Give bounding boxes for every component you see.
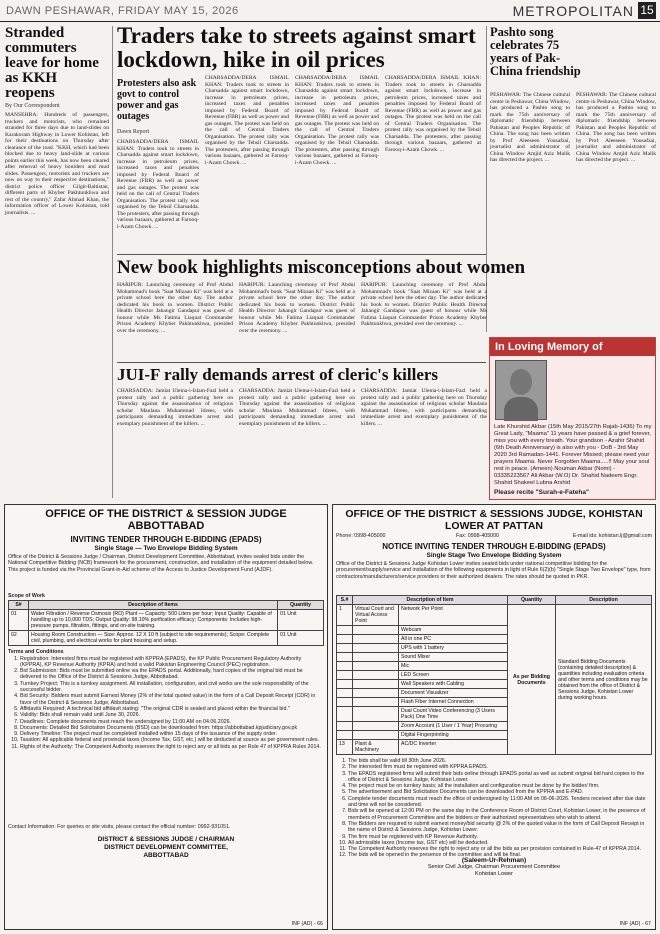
list-item: 8. The Bidders are required to submit earnest money/bid security @ 2% of the quoted value in the form of Call Deposit Receipt in the name of District & Sessions Judge, Kohistan Lower. — [348, 821, 652, 834]
misconceptions-article — [117, 282, 487, 358]
memoriam-footer: Please recite "Surah-e-Fateha" — [494, 489, 590, 496]
table-row: Flash Fiber Internet Connection — [337, 698, 652, 707]
traders-body-col2: CHARSADDA/DERA ISMAIL KHAN: Traders took to streets in Charsadda against smart lockdown, increase in petroleum prices, increased taxes and penalties imposed by Federal Board of Revenue (FBR) as well as power and gas outages. The protest was held on the call of Central Traders Organisation. The protest rally was organised by the Tehsil Charsadda. The protesters, after passing through various bazaars, gathered at Farooq-i-Azam Chowk. ... — [205, 75, 289, 166]
list-item: 1. Registration: Interested firms must be registered with KPPRA (EPADS), the KP Public Procurement Regulatory Authority (KPPRA), KP Revenue Authority (KPRA) and hold a valid Pakistan Engineering Council (PEC) registration. — [20, 656, 324, 669]
table-header: Description of Item — [353, 596, 508, 605]
table-header: S# — [9, 601, 29, 610]
list-item: 12. The bids will be opened in the presence of the committee and will be final. — [348, 852, 652, 858]
misconceptions-body: HARIPUR: Launching ceremony of Prof Abdul Mohammad's book "Saat Mizaan Ki" was held at a private school here the other day. The author dedicated his book to women. District Public Health Director Jahangir Gandapur was guest of honour while Ms Fatima Liaquat Commander Prison Academy Khyber Pakhtunkhwa, presided over the ceremony. ... — [117, 282, 233, 334]
tender-right-method: Single Stage Two Envelope Bidding System — [426, 552, 562, 559]
tender-right-terms — [336, 758, 652, 859]
tender-left-method: Single Stage — Two Envelope Bidding System — [94, 545, 238, 552]
traders-subhead: Protesters also ask govt to control power and gas outages — [117, 78, 197, 122]
list-item: 9. The firm must be registered with KP Revenue Authority. — [348, 834, 652, 840]
tender-left-signoff: DISTRICT & SESSIONS JUDGE / CHAIRMAN DISTRICT DEVELOPMENT COMMITTEE, ABBOTTABAD — [97, 835, 235, 859]
tender-kohistan — [332, 504, 656, 930]
stranded-byline: By Our Correspondent — [5, 103, 60, 109]
list-item: 5. Affidavits Required: A technical bid affidavit stating: "The original CDR is sealed and placed within the financial bid." — [20, 706, 324, 712]
table-header: Description of Items — [29, 601, 278, 610]
table-row: Mic — [337, 662, 652, 671]
tender-right-signer: (Saleem-Ur-Rehman) — [461, 857, 527, 864]
list-item: 4. The project must be on turnkey basis; all the installation and configuration must be done by the bidder/ firm. — [348, 783, 652, 789]
traders-body-col4: CHARSADDA/DERA ISMAIL KHAN: Traders took to streets in Charsadda against smart lockdown, increase in petroleum prices, increased taxes and penalties imposed by Federal Board of Revenue (FBR) as well as power and gas outages. The protest was held on the call of Central Traders Organisation. The protest rally was organised by the Tehsil Charsadda. The protesters, after passing through various bazaars, gathered at Farooq-i-Azam Chowk. ... — [385, 75, 481, 153]
list-item: 5. The advertisement and Bid Solicitation Documents can be downloaded from the KPPRA and E-PAD. — [348, 789, 652, 795]
list-item: 2. The interested firm must be registered with KPPRA EPADS. — [348, 764, 652, 770]
section-rule — [117, 254, 486, 255]
list-item: 6. Validity: Bids shall remain valid until June 30, 2026. — [20, 712, 324, 718]
tender-right-ref: INF (AD) - 67 — [619, 920, 651, 927]
table-row: 01 Water Filtration / Reverse Osmosis (RO) Plant — Capacity: 500 Liters per hour; Input Quality: Capable of handling up to 10,000 TDS; Output Quality: 98.10% purification efficacy; Components: Includes high-pressure pumps, filtration, fittings, and on-site training. 01 Unit — [9, 610, 324, 631]
table-header: Quantity — [508, 596, 556, 605]
traders-byline: Dawn Report — [117, 129, 150, 135]
tender-left-org: OFFICE OF THE DISTRICT & SESSION JUDGE ABBOTTABAD — [45, 508, 287, 532]
page-header — [0, 0, 660, 22]
list-item: 7. Bids will be opened at 12:00 PM on the same day in the Conference Room of District Court, Kohistan Lower, in the presence of members of Procurement Committee and the bidders or their authorized representatives who wish to attend. — [348, 808, 652, 821]
traders-headline: Traders take to streets against smart lockdown, hike in oil prices — [117, 23, 476, 72]
tender-right-table — [336, 595, 652, 755]
jui-body: CHARSADDA: Jamiat Ulema-i-Islam-Fazl held a protest rally and a public gathering here on Thursday against the assassination of religious scholar Maulana Muhammad Idrees, with participants demanding immediate arrest and exemplary punishment of the killers. ... — [117, 388, 233, 427]
traders-article — [117, 75, 484, 250]
table-row: 1 Virtual Court and Virtual Access Point Network Per Point As per Bidding Documents Standard Bidding Documents (containing detailed description) & quantities including evaluation criteria and other terms and conditions may be obtained from the office of District & Sessions Judge, Kohistan Lower during working hours. — [337, 605, 652, 626]
table-row: Digital Fingerprinting — [337, 731, 652, 740]
list-item: 9. Delivery Timeline: The project must be completed/ installed within 15 days of the issuance of the supply order. — [20, 731, 324, 737]
list-item: 10. All admissible taxes (Income tax, GST etc) will be deducted. — [348, 840, 652, 846]
tender-right-org: OFFICE OF THE DISTRICT & SESSIONS JUDGE, KOHISTAN LOWER AT PATTAN — [345, 508, 643, 532]
list-item: 3. The EPADS registered firms will submit their bids online through EPADS portal as well as submit original bid hard copies to the office of District & Sessions Judge, Kohistan Lower. — [348, 771, 652, 784]
table-row: 13 Plant & Machinery AC/DC Inverter — [337, 740, 652, 755]
tender-right-notice: NOTICE INVITING TENDER THROUGH E-BIDDING (EPADS) — [382, 542, 606, 551]
jui-body-col3: CHARSADDA: Jamiat Ulema-i-Islam-Fazl held a protest rally and a public gathering here on Thursday against the assassination of religious scholar Maulana Muhammad Idrees, with participants demanding immediate arrest and exemplary punishment of the killers. ... — [361, 388, 487, 427]
stranded-article — [5, 26, 109, 496]
table-row: Wall Speakers with Cabling — [337, 680, 652, 689]
list-item: 4. Bid Security: Bidders must submit Earnest Money (2% of the total quoted value) in the form of a Call Deposit Receipt (CDR) in favor of the District & Sessions Judge, Abbottabad. — [20, 693, 324, 706]
list-item: 7. Deadlines: Complete documents must reach the undersigned by 11:00 AM on 04.06.2026. — [20, 719, 324, 725]
misconceptions-body-col3: HARIPUR: Launching ceremony of Prof Abdul Mohammad's book "Saat Mizaan Ki" was held at a private school here the other day. The author dedicated his book to women. District Public Health Director Jahangir Gandapur was guest of honour while Ms Fatima Liaquat Commander Prison Academy Khyber Pakhtunkhwa, presided over the ceremony. ... — [361, 282, 487, 327]
table-header: Description — [556, 596, 652, 605]
jui-headline: JUI-F rally demands arrest of cleric's killers — [117, 365, 439, 384]
table-row: All in one PC — [337, 635, 652, 644]
traders-body-col3: CHARSADDA/DERA ISMAIL KHAN: Traders took to streets in Charsadda against smart lockdown, increase in petroleum prices, increased taxes and penalties imposed by Federal Board of Revenue (FBR) as well as power and gas outages. The protest was held on the call of Central Traders Organisation. The protest rally was organised by the Tehsil Charsadda. The protesters, after passing through various bazaars, gathered at Farooq-i-Azam Chowk. ... — [295, 75, 379, 166]
pashto-article — [490, 26, 656, 332]
tender-right-contact-row — [336, 533, 652, 541]
table-row: 02 Housing Room Construction — Size: Approx. 12 X 10 ft (subject to site requirements); Scope: Complete civil, plumbing, and electrical works for plant housing and setup. 01 Unit — [9, 631, 324, 646]
page-number: 15 — [638, 2, 656, 19]
tender-left-notice: INVITING TENDER THROUGH E-BIDDING (EPADS) — [70, 535, 262, 544]
tender-left-table — [8, 600, 324, 646]
traders-body: CHARSADDA/DERA ISMAIL KHAN: Traders took to streets in Charsadda against smart lockdown, increase in petroleum prices, increased taxes and penalties imposed by Federal Board of Revenue (FBR) as well as power and gas outages. The protest was held on the call of Central Traders Organisation. The protest rally was organised by the Tehsil Charsadda. The protesters, after passing through various bazaars, gathered at Farooq-i-Azam Chowk. ... — [117, 139, 199, 230]
table-row: LED Screen — [337, 671, 652, 680]
section-title: METROPOLITAN — [512, 3, 634, 19]
jui-article — [117, 388, 487, 498]
list-item: 8. Documents: Detailed Bid Solicitation Documents (BSD) can be downloaded from: https://abbottabad.kpjudiciary.gov.pk — [20, 725, 324, 731]
tender-left-terms — [8, 656, 324, 822]
list-item: 6. Complete tender documents must reach the office of undersigned by 11:00 AM on 06-06-2026. Tenders received after due date and time will not be considered. — [348, 796, 652, 809]
table-header: Quantity — [278, 601, 324, 610]
misconceptions-body-col2: HARIPUR: Launching ceremony of Prof Abdul Mohammad's book "Saat Mizaan Ki" was held at a private school here the other day. The author dedicated his book to women. District Public Health Director Jahangir Gandapur was guest of honour while Ms Fatima Liaquat Commander Prison Academy Khyber Pakhtunkhwa, presided over the ceremony. ... — [239, 282, 355, 334]
memoriam-title: In Loving Memory of — [490, 338, 655, 356]
table-row: Sound Mixer — [337, 653, 652, 662]
tender-abbottabad — [4, 504, 328, 930]
column-divider — [112, 26, 113, 498]
list-item: 11. Rights of the Authority: The Competent Authority reserves the right to reject any or all bids as per Rule 47 of KPPRA Rules 2014. — [20, 744, 324, 750]
list-item: 10. Taxation: All applicable federal and provincial taxes (Income Tax, GST, etc.) will be deducted at source as per government rules. — [20, 737, 324, 743]
table-row: Zoom Account (1 User / 1 Year) Procuring — [337, 722, 652, 731]
tender-right-intro: Office of the District & Sessions Judge Kohistan Lower invites sealed bids under national competitive bidding for the procurement/supply/service and installation of the following equipments in light of Rule 6(2)(b) "Single Stage Two Envelope" type, from contractors/manufacturers/service providers or their authorized dealers. The rates should be quoted in PKR. — [336, 561, 651, 580]
tender-right-fax: Fax: 0998-405000 — [456, 533, 499, 539]
tender-left-scope-label: Scope of Work — [8, 593, 45, 599]
table-header: S.# — [337, 596, 353, 605]
table-row: Dual Count Video Conferencing (3 Users Pack) One Time — [337, 707, 652, 722]
table-row: Webcam — [337, 626, 652, 635]
tender-left-ref: INF (AD) - 66 — [291, 920, 323, 927]
misconceptions-headline: New book highlights misconceptions about women — [117, 257, 526, 278]
memoriam-ad — [489, 337, 656, 500]
stranded-body: MANSEHRA: Hundreds of passengers, truckers and motorists, who remained stranded for three days due to land-slides on Karakoram Highway in Lower Kohistan, left for their destinations on Thursday after clearance of the road. "KKH, which had been blocked due to heavy land-slide at various points earlier this week, has now been cleared after removal of heavy boulders and mud slides. Passengers, motorists and truckers are now on way to their respective destinations," district police officer Gilgit-Baltistan, different parts of Khyber Pakhtunkhwa and rest of the country," Zafar Ahmad Khan, the information officer of Lower Kohistan, told journalists. ... — [5, 112, 109, 216]
list-item: 2. Bid Submission: Bids must be submitted online via the EPADS portal. Additionally, hard copies of the original bid must be delivered to the Office of the District & Sessions Judge, Abbottabad. — [20, 668, 324, 681]
pashto-headline: Pashto song celebrates 75 years of Pak-China friendship — [490, 25, 581, 78]
table-row: Document Visualizer — [337, 689, 652, 698]
tender-left-contact: Contact Information: For queries or site visits, please contact the official number: 0992-931051. — [8, 823, 231, 830]
tender-right-email: E-mail ids: kohistan.lj@gmail.com — [572, 533, 652, 539]
tender-left-intro: Office of the District & Sessions Judge / Chairman, District Development Committee, Abbottabad, invites sealed bids under the National Competitive Bidding (NCB) framework for the procurement, construction, and installation of the equipment detailed below. This project is funded via the Provincial Grant-in-Aid scheme of the Access to Justice Development Fund (AJDF). — [8, 554, 314, 573]
memoriam-photo — [495, 360, 547, 420]
section-rule — [117, 362, 486, 363]
memoriam-body: Late Khurshid Akbar (15th May 2015/27th Rajab-1436) To my Great Lady, "Maama" 11 years have passed & a grief forever, miss you with every breath. Your grandson - Azahir Shahid (6th Death Anniversary) is also with you - DoB - 3rd May 2020 3rd Ramadan-1441. Forever Missed; please need your prayers Maama. Never Forgotten Maama.....!! May your soul rest in peace. (Ameen) Nouman Akbar (Nomi) - 03335223567 Ali Akbar (W.O) Dr. Shahid Nadeem Engr. Shahid Shakeel Lubna Arshid — [494, 424, 652, 486]
jui-body-col2: CHARSADDA: Jamiat Ulema-i-Islam-Fazl held a protest rally and a public gathering here on Thursday against the assassination of religious scholar Maulana Muhammad Idrees, with participants demanding immediate arrest and exemplary punishment of the killers. ... — [239, 388, 355, 427]
table-row: UPS with 1 battery — [337, 644, 652, 653]
tender-left-terms-title: Terms and Conditions — [8, 649, 64, 656]
list-item: 1. The bids shall be valid till 30th June 2026. — [348, 758, 652, 764]
list-item: 11. The Competent Authority reserves the right to reject any or all the bids as per provision contained in Rule-47 of KPPRA 2014. — [348, 846, 652, 852]
paper-dateline: DAWN PESHAWAR, FRIDAY MAY 15, 2026 — [6, 5, 239, 17]
tender-right-signer-title: Senior Civil Judge, Chairman Procurement Committee Kohistan Lower — [427, 864, 561, 877]
pashto-body-col2: PESHAWAR: The Chinese cultural centre in Peshawar, China Window, has produced a Pashto song to mark the 75th anniversary of diplomatic friendship between Pakistan and Peoples Republic of China. The song has been written by Prof Aleeseen Yousafzai, journalist and administrator of China Window Amjid Aziz Malik has directed the project. ... — [576, 92, 656, 163]
pashto-body: PESHAWAR: The Chinese cultural centre in Peshawar, China Window, has produced a Pashto song to mark the 75th anniversary of diplomatic friendship between Pakistan and Peoples Republic of China. The song has been written by Prof Aleeseen Yousafzai, journalist and administrator of China Window Amjid Aziz Malik has directed the project. ... — [490, 92, 570, 163]
tender-right-phone: Phone: 0998-405000 — [336, 533, 386, 539]
list-item: 3. Turnkey Project: This is a turnkey assignment. All installation, configuration, and civil works are the sole responsibility of the successful bidder. — [20, 681, 324, 694]
stranded-headline: Stranded commuters leave for home as KKH reopens — [5, 25, 99, 101]
